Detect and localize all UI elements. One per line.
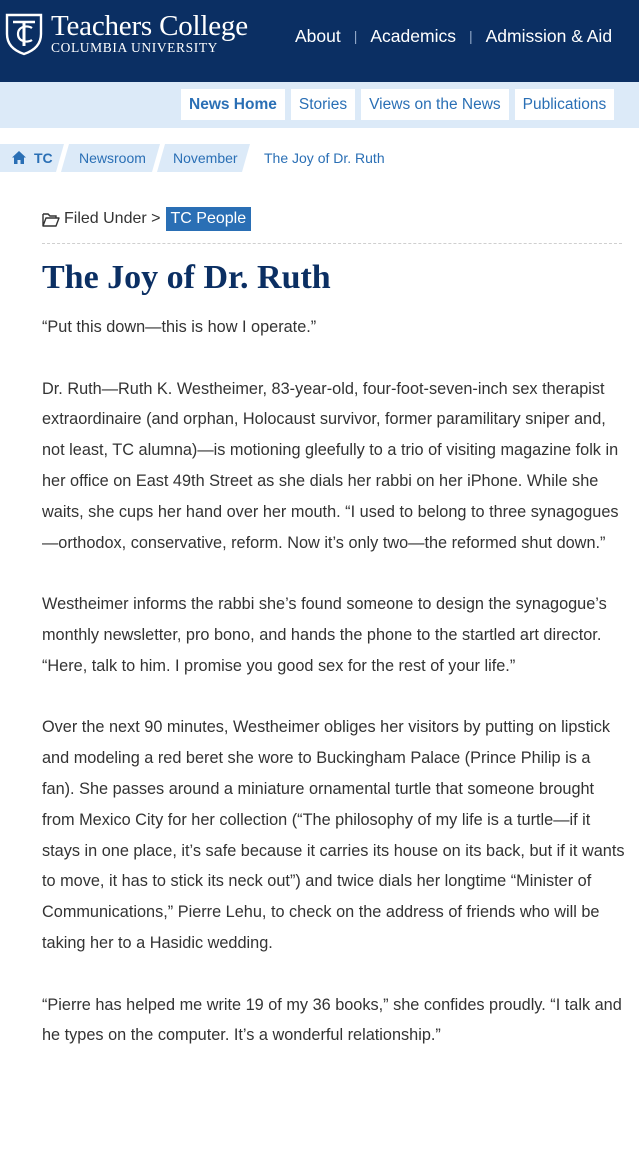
article-body — [42, 312, 627, 1082]
home-icon — [12, 151, 26, 164]
breadcrumb-current: The Joy of Dr. Ruth — [264, 150, 385, 166]
article-paragraph: “Pierre has helped me write 19 of my 36 books,” she confides proudly. “I talk and he types on the computer. It’s a wonderful relationship.” — [42, 995, 622, 1045]
breadcrumb-home-label: TC — [34, 150, 53, 166]
subnav-views-on-the-news[interactable]: Views on the News — [361, 89, 509, 120]
breadcrumb-november[interactable]: November — [173, 150, 238, 166]
logo-sub-text: COLUMBIA UNIVERSITY — [51, 40, 219, 55]
article-paragraph: “Put this down—this is how I operate.” — [42, 318, 317, 336]
site-header — [0, 0, 639, 82]
site-logo[interactable] — [51, 11, 248, 55]
filed-under-tag[interactable]: TC People — [166, 207, 252, 231]
nav-admission-aid[interactable]: Admission & Aid — [485, 25, 613, 46]
divider — [42, 243, 622, 244]
main-nav — [282, 24, 625, 48]
subnav-stories[interactable]: Stories — [291, 89, 355, 120]
article-title: The Joy of Dr. Ruth — [42, 259, 331, 296]
subnav-publications[interactable]: Publications — [515, 89, 615, 120]
nav-academics[interactable]: Academics — [370, 25, 456, 46]
nav-about[interactable]: About — [295, 25, 341, 46]
article-paragraph: Westheimer informs the rabbi she’s found someone to design the synagogue’s monthly newsletter, pro bono, and hands the phone to the startled art director. “Here, talk to him. I promise you good sex for the rest of your life.” — [42, 595, 607, 675]
nav-separator: | — [468, 28, 473, 44]
news-subnav — [0, 82, 639, 128]
article-paragraph: Dr. Ruth—Ruth K. Westheimer, 83-year-old, four-foot-seven-inch sex therapist extraordinaire (and orphan, Holocaust survivor, former paramilitary sniper and, not least, TC alumna)—is motioning gleefully to a trio of visiting magazine folk in her office on East 49th Street as she dials her rabbi on her iPhone. While she waits, she cups her hand over her mouth. “I used to belong to three synagogues—orthodox, conservative, reform. Now it’s only two—the reformed shut down.” — [42, 379, 619, 552]
logo-main-text: Teachers College — [51, 10, 248, 42]
filed-under-label: Filed Under > — [64, 210, 161, 227]
folder-open-icon — [42, 212, 60, 227]
filed-under — [42, 207, 251, 231]
breadcrumb — [0, 144, 639, 172]
breadcrumb-home[interactable] — [0, 144, 53, 172]
tc-shield-icon[interactable] — [4, 12, 44, 56]
subnav-news-home[interactable]: News Home — [181, 89, 285, 120]
nav-separator: | — [353, 28, 358, 44]
breadcrumb-newsroom[interactable]: Newsroom — [79, 150, 146, 166]
article-paragraph: Over the next 90 minutes, Westheimer obliges her visitors by putting on lipstick and modeling a red beret she wore to Buckingham Palace (Prince Philip is a fan). She passes around a miniature ornamental turtle that someone brought from Mexico City for her collection (“The philosophy of my life is a turtle—if it stays in one place, it’s safe because it carries its house on its back, but if it wants to move, it has to stick its neck out”) and twice dials her longtime “Minister of Communications,” Pierre Lehu, to check on the address of friends who will be taking her to a Hasidic wedding. — [42, 718, 625, 952]
